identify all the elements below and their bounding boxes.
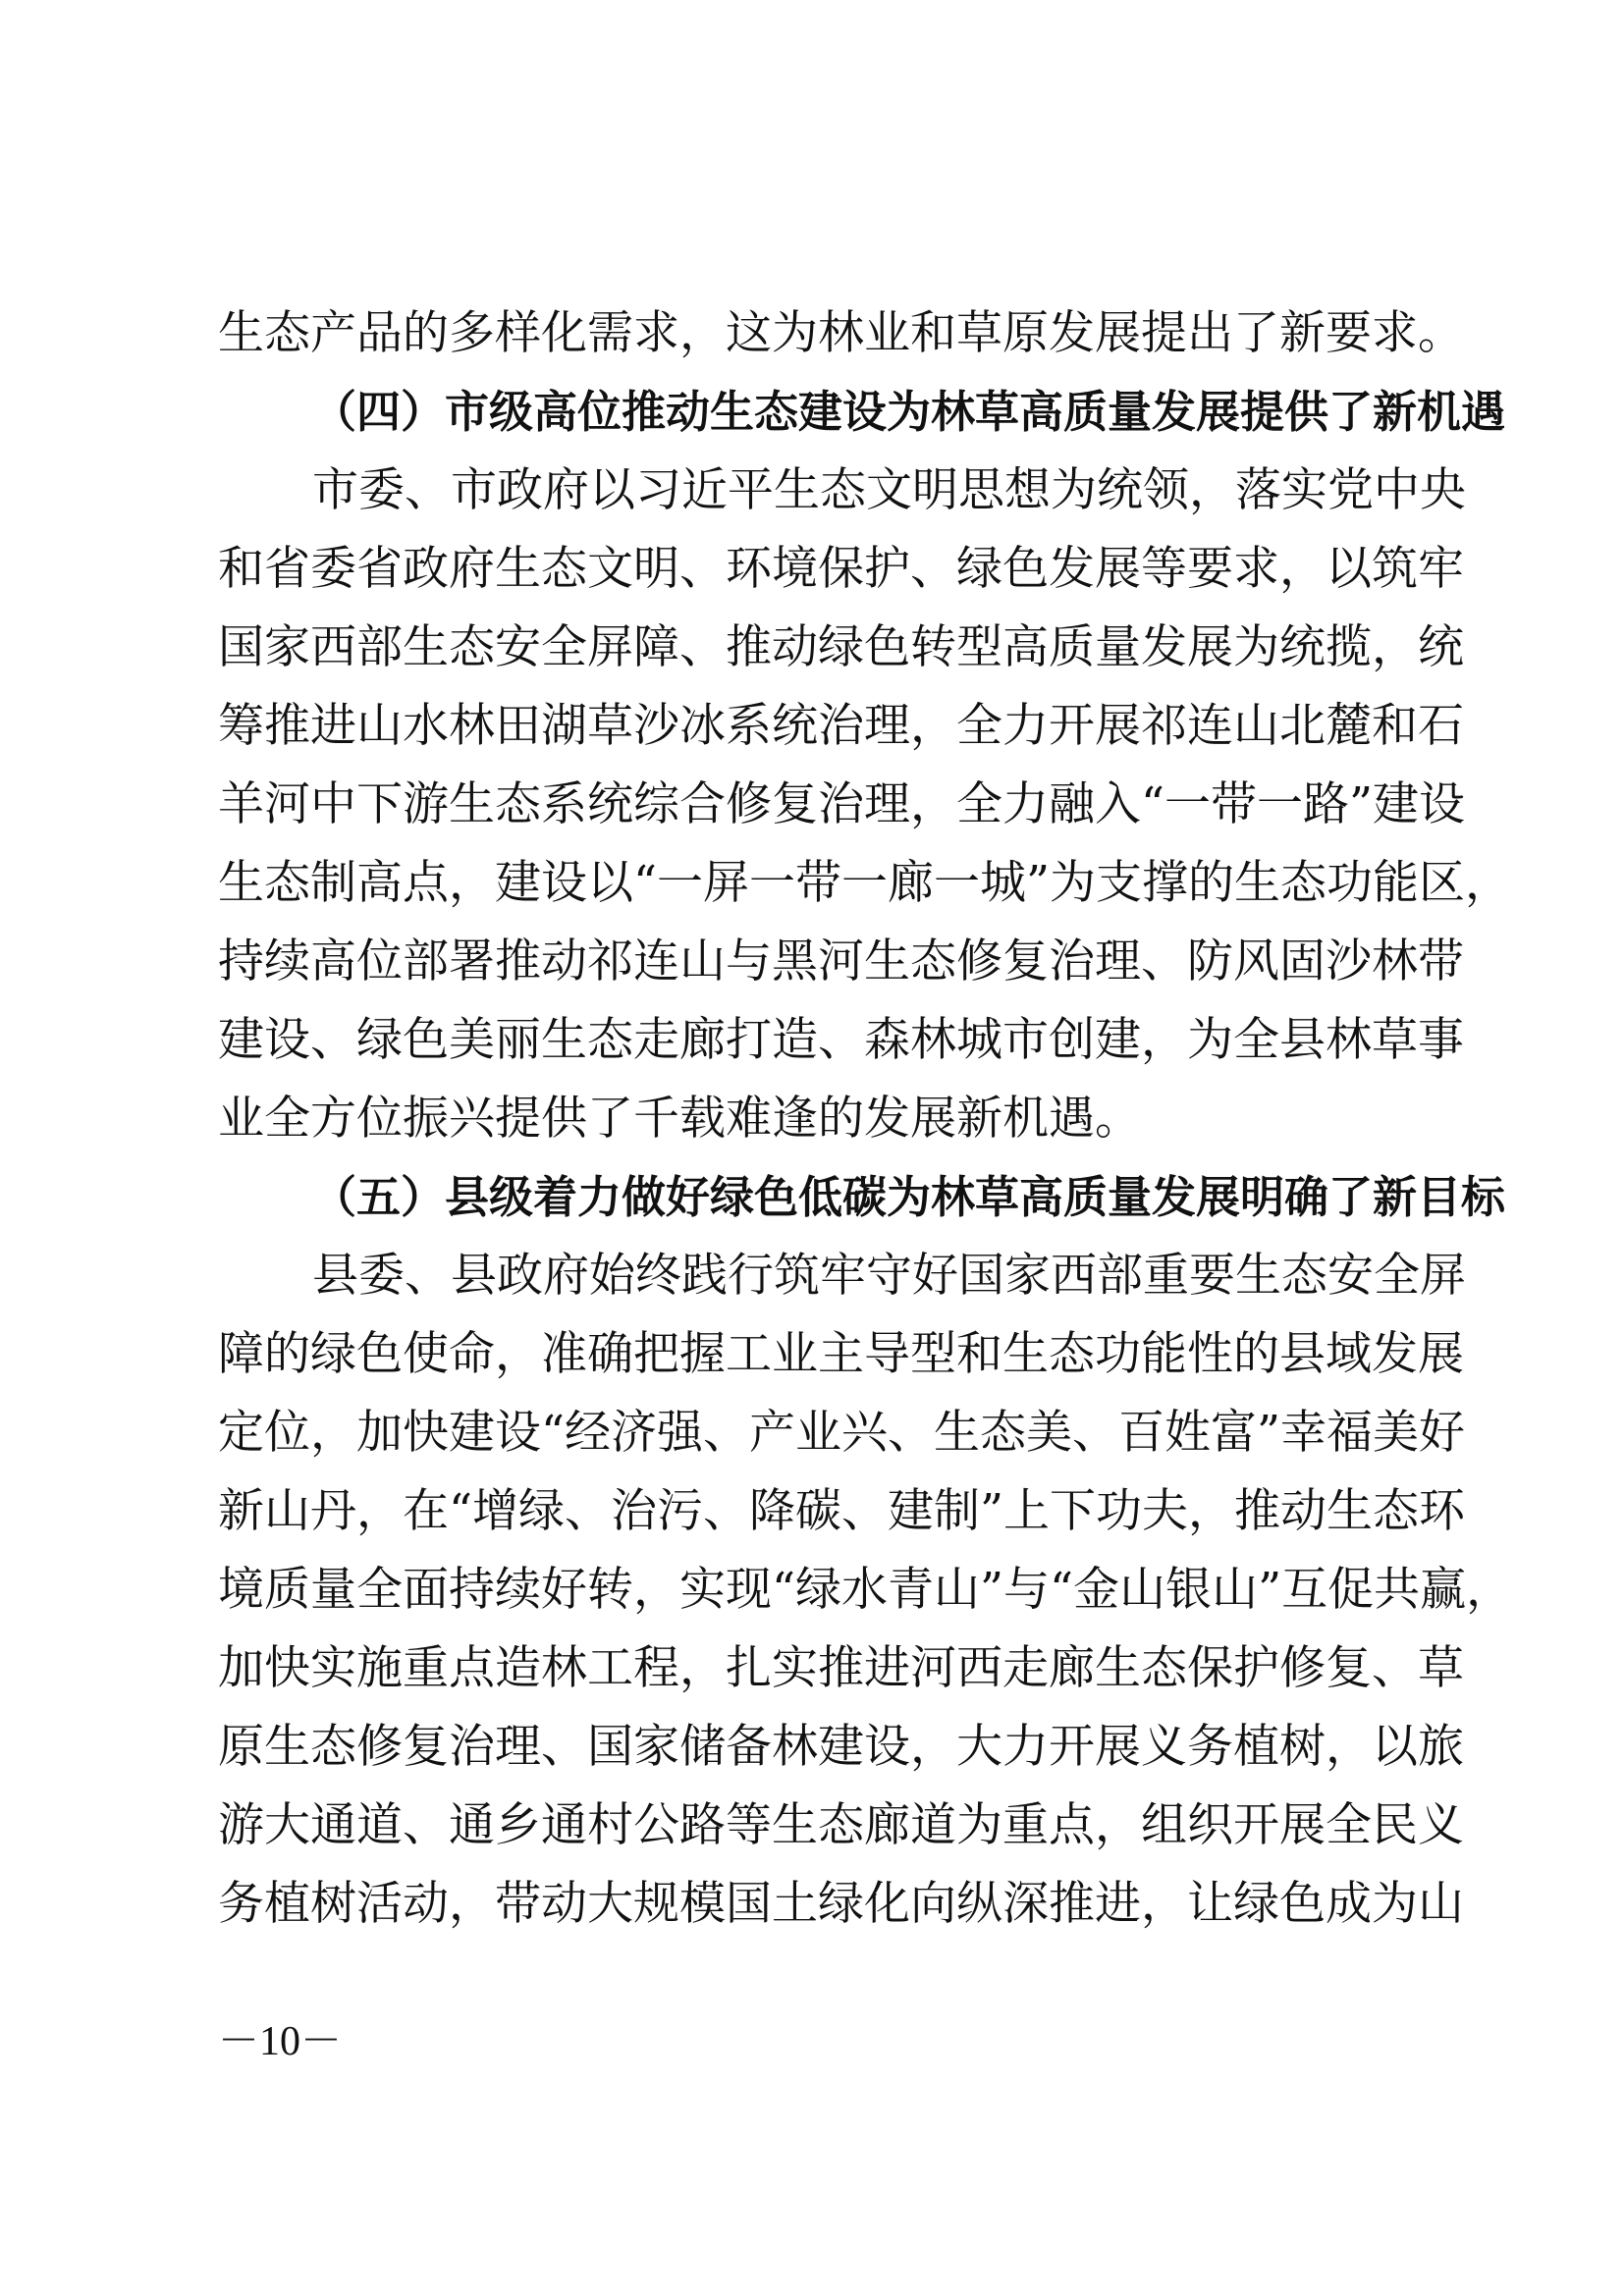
paragraph-line: 县委、县政府始终践行筑牢守好国家西部重要生态安全屏 xyxy=(312,1249,1466,1303)
paragraph-line: 新山丹，在“增绿、治污、降碳、建制”上下功夫，推动生态环 xyxy=(218,1484,1466,1538)
paragraph-line: 生态产品的多样化需求，这为林业和草原发展提出了新要求。 xyxy=(218,306,1464,360)
paragraph-line: 定位，加快建设“经济强、产业兴、生态美、百姓富”幸福美好 xyxy=(218,1406,1466,1460)
paragraph-line: 持续高位部署推动祁连山与黑河生态修复治理、防风固沙林带 xyxy=(218,934,1464,988)
section-heading: （五）县级着力做好绿色低碳为林草高质量发展明确了新目标 xyxy=(312,1171,1506,1223)
paragraph-line: 市委、市政府以习近平生态文明思想为统领，落实党中央 xyxy=(312,463,1466,517)
paragraph-line: 加快实施重点造林工程，扎实推进河西走廊生态保护修复、草 xyxy=(218,1641,1464,1695)
page-number: －10－ xyxy=(218,2019,343,2064)
paragraph-line: 建设、绿色美丽生态走廊打造、森林城市创建，为全县林草事 xyxy=(218,1013,1464,1067)
paragraph-line: 障的绿色使命，准确把握工业主导型和生态功能性的县域发展 xyxy=(218,1327,1464,1381)
paragraph-line: 和省委省政府生态文明、环境保护、绿色发展等要求，以筑牢 xyxy=(218,542,1464,596)
paragraph-line: 原生态修复治理、国家储备林建设，大力开展义务植树，以旅 xyxy=(218,1720,1464,1774)
paragraph-line: 境质量全面持续好转，实现“绿水青山”与“金山银山”互促共赢， xyxy=(218,1563,1513,1617)
paragraph-line: 务植树活动，带动大规模国土绿化向纵深推进，让绿色成为山 xyxy=(218,1877,1464,1931)
paragraph-line: 业全方位振兴提供了千载难逢的发展新机遇。 xyxy=(218,1092,1141,1146)
paragraph-line: 筹推进山水林田湖草沙冰系统治理，全力开展祁连山北麓和石 xyxy=(218,699,1464,753)
paragraph-line: 羊河中下游生态系统综合修复治理，全力融入“一带一路”建设 xyxy=(218,777,1466,831)
section-heading: （四）市级高位推动生态建设为林草高质量发展提供了新机遇 xyxy=(312,386,1506,438)
paragraph-line: 生态制高点，建设以“一屏一带一廊一城”为支撑的生态功能区， xyxy=(218,856,1512,910)
paragraph-line: 游大通道、通乡通村公路等生态廊道为重点，组织开展全民义 xyxy=(218,1798,1464,1852)
paragraph-line: 国家西部生态安全屏障、推动绿色转型高质量发展为统揽，统 xyxy=(218,620,1464,674)
